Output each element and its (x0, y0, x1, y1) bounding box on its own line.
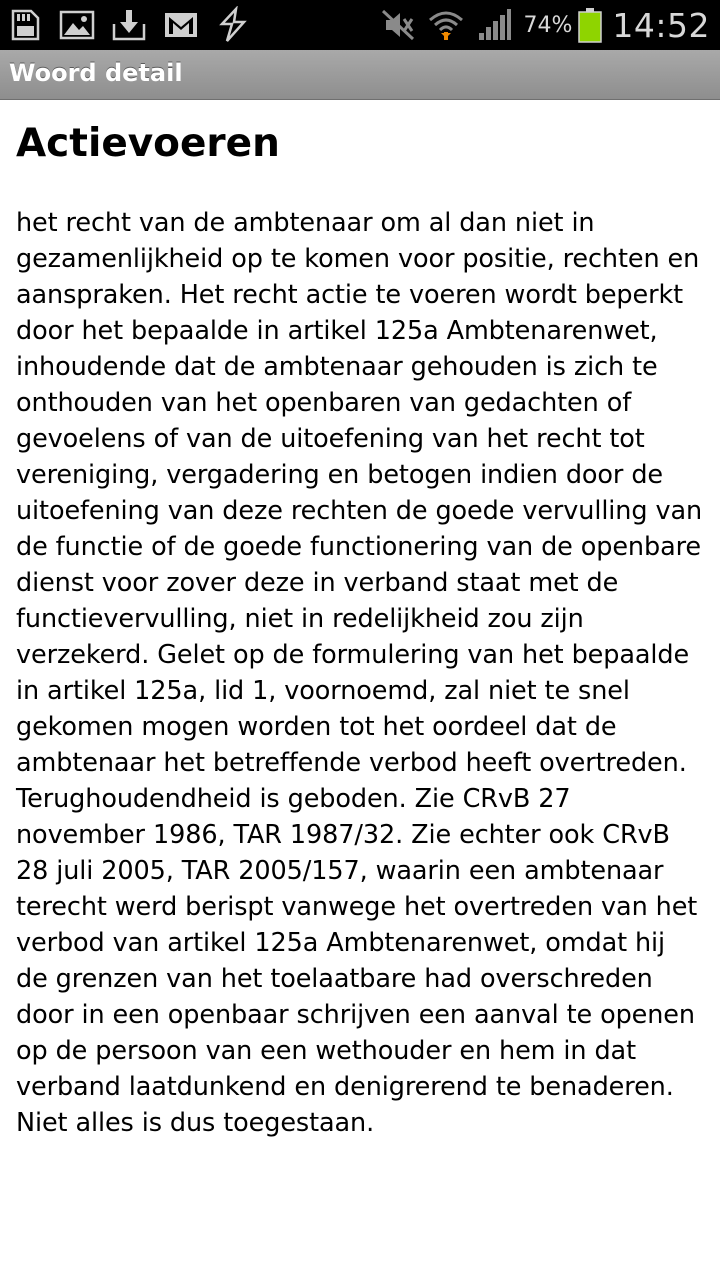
download-icon (110, 6, 148, 44)
sync-icon (214, 6, 252, 44)
app-title: Woord detail (9, 59, 183, 87)
system-status (379, 0, 710, 50)
image-icon (58, 6, 96, 44)
word-definition: het recht van de ambtenaar om al dan niet in gezamenlijkheid op te komen voor positie, rechten en aanspraken. Het recht actie te voeren wordt beperkt door het bepaalde in artikel 125a Ambtenarenwet, inhoudende dat de ambtenaar gehouden is zich te onthouden van het openbaren van gedachten of gevoelens of van de uitoefening van het recht tot vereniging, vergadering en betogen indien door de uitoefening van deze rechten de goede vervulling van de functie of de goede functionering van de openbare dienst voor zover deze in verband staat met de functievervulling, niet in redelijkheid zou zijn verzekerd. Gelet op de formulering van het bepaalde in artikel 125a, lid 1, voornoemd, zal niet te snel gekomen mogen worden tot het oordeel dat de ambtenaar het betreffende verbod heeft overtreden. Terughoudendheid is geboden. Zie CRvB 27 november 1986, TAR 1987/32. Zie echter ook CRvB 28 juli 2005, TAR 2005/157, waarin een ambtenaar terecht werd berispt vanwege het overtreden van het verbod van artikel 125a Ambtenarenwet, omdat hij de grenzen van het toelaatbare had overschreden door in een openbaar schrijven een aanval te openen op de persoon van een wethouder en hem in dat verband laatdunkend en denigrerend te benaderen. Niet alles is dus toegestaan. (16, 208, 703, 1138)
mute-icon (379, 6, 417, 44)
word-title: Actievoeren (16, 121, 280, 166)
clock: 14:52 (612, 5, 710, 45)
sd-card-icon (6, 6, 44, 44)
battery-icon (578, 6, 602, 44)
status-bar (0, 0, 720, 50)
gmail-icon (162, 6, 200, 44)
app-title-bar (0, 50, 720, 100)
battery-percent: 74% (523, 12, 573, 38)
signal-icon (475, 6, 513, 44)
notification-icons (6, 5, 252, 45)
word-detail-content (16, 100, 704, 1141)
wifi-icon (427, 6, 465, 44)
